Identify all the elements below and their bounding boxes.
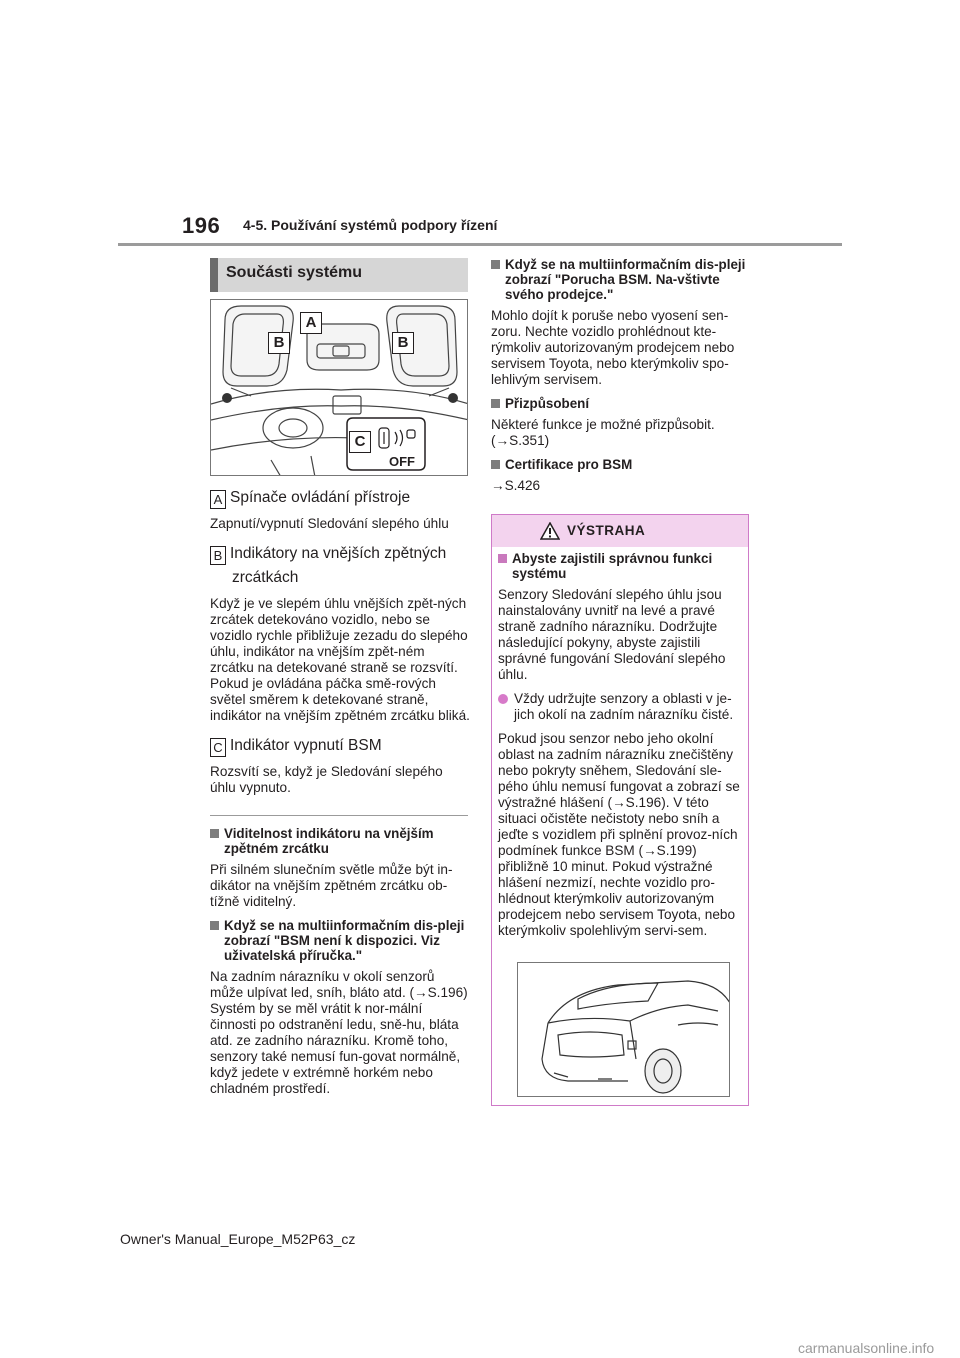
item-a-desc: Zapnutí/vypnutí Sledování slepého úhlu xyxy=(210,516,449,531)
note-certification-heading: Certifikace pro BSM xyxy=(491,457,749,472)
note-bsm-fault-body: Mohlo dojít k poruše nebo vyosení sen-zoru. Nechte vozidlo prohlédnout kte-rýmkoliv autorizovaným prodejcem nebo servisem Toyota, nebo kterýmkoliv spo-lehlivým servisem. xyxy=(491,308,735,387)
dashboard-illustration xyxy=(211,300,468,476)
dashboard-figure xyxy=(210,299,468,476)
note-certification-body: →S.426 xyxy=(491,478,541,493)
warning-content xyxy=(498,551,742,939)
page-number: 196 xyxy=(182,213,221,238)
warning-header xyxy=(492,515,748,547)
bsm-off-indicator-text: OFF xyxy=(389,454,415,469)
left-notes xyxy=(210,826,468,1097)
note-customization-heading: Přizpůsobení xyxy=(491,396,749,411)
warning-triangle-icon xyxy=(540,522,560,540)
item-c-title: C Indikátor vypnutí BSM xyxy=(210,734,470,758)
header-divider xyxy=(118,243,842,246)
watermark: carmanualsonline.info xyxy=(798,1340,935,1356)
note-bsm-unavailable-body: Na zadním nárazníku v okolí senzorů může ulpívat led, sníh, bláto atd. (→S.196) Systém by se měl vrátit k nor-mální činnosti po odstranění ledu, sně-hu, bláta atd. ze zadního nárazníku. Kromě toho, senzory také nemusí fun-govat normálně, když jedete v extrémně horkém nebo chladném prostředí. xyxy=(210,969,468,1096)
section-title: Součásti systému xyxy=(226,264,363,281)
warning-para-2: Pokud jsou senzor nebo jeho okolní oblast na zadním nárazníku znečištěny nebo pokryty sněhem, Sledování sle-pého úhlu nemusí fungovat a zobrazí se výstražné hlášení (→S.196). V této situaci očistěte nečistoty nebo sníh a jeďte s vozidlem při splnění provoz-ních podmínek funkce BSM (→S.199) přibližně 10 minut. Pokud výstražné hlášení nezmizí, nechte vozidlo pro-hlédnout kterýmkoliv autorizovaným prodejcem nebo servisem Toyota, nebo kterýmkoliv spolehlivým servi-sem. xyxy=(498,731,740,938)
section-heading xyxy=(210,258,468,292)
item-b-label: B xyxy=(210,546,226,565)
section-divider xyxy=(210,815,468,816)
item-c-desc: Rozsvítí se, když je Sledování slepého úhlu vypnuto. xyxy=(210,764,443,795)
note-customization-body: Některé funkce je možné přizpůsobit. (→S.351) xyxy=(491,417,715,448)
callout-c: C xyxy=(349,431,371,453)
right-notes xyxy=(491,257,749,494)
note-visibility-heading: Viditelnost indikátoru na vnějším zpětném zrcátku xyxy=(210,826,468,856)
warning-title: VÝSTRAHA xyxy=(567,523,646,538)
item-a-title: A Spínače ovládání přístroje xyxy=(210,486,470,510)
chapter-title: 4-5. Používání systémů podpory řízení xyxy=(243,217,498,233)
footer-manual-id: Owner's Manual_Europe_M52P63_cz xyxy=(120,1231,356,1247)
warning-bullet: Vždy udržujte senzory a oblasti v je-jich okolí na zadním nárazníku čisté. xyxy=(498,691,742,723)
note-bsm-unavailable-heading: Když se na multiinformačním dis-pleji zobrazí "BSM není k dispozici. Viz uživatelská příručka." xyxy=(210,918,468,963)
warning-subhead: Abyste zajistili správnou funkci systému xyxy=(498,551,742,581)
item-a-label: A xyxy=(210,490,226,509)
callout-b-left: B xyxy=(268,332,290,354)
car-rear-illustration xyxy=(518,963,730,1097)
callout-a: A xyxy=(300,312,322,334)
warning-para-1: Senzory Sledování slepého úhlu jsou nainstalovány uvnitř na levé a pravé straně zadního nárazníku. Dodržujte následující pokyny, abyste zajistili správné fungování Sledování slepého úhlu. xyxy=(498,587,726,682)
callout-b-right: B xyxy=(392,332,414,354)
car-rear-figure xyxy=(517,962,730,1097)
item-b-title: B Indikátory na vnějších zpětných zrcátkách xyxy=(210,542,470,590)
item-c-label: C xyxy=(210,738,226,757)
note-bsm-fault-heading: Když se na multiinformačním dis-pleji zobrazí "Porucha BSM. Na-vštivte svého prodejce." xyxy=(491,257,749,302)
item-b-desc: Když je ve slepém úhlu vnějších zpět-ných zrcátek detekováno vozidlo, nebo se vozidlo rychle přibližuje zezadu do slepého úhlu, indikátor na vnějším zpět-ném zrcátku na detekované straně se rozsvítí. Pokud je ovládána páčka smě-rových světel směrem k detekované straně, indikátor na vnějším zpětném zrcátku bliká. xyxy=(210,596,470,723)
note-visibility-body: Při silném slunečním světle může být in-dikátor na vnějším zpětném zrcátku ob-tížně viditelný. xyxy=(210,862,453,909)
component-list xyxy=(210,486,470,796)
